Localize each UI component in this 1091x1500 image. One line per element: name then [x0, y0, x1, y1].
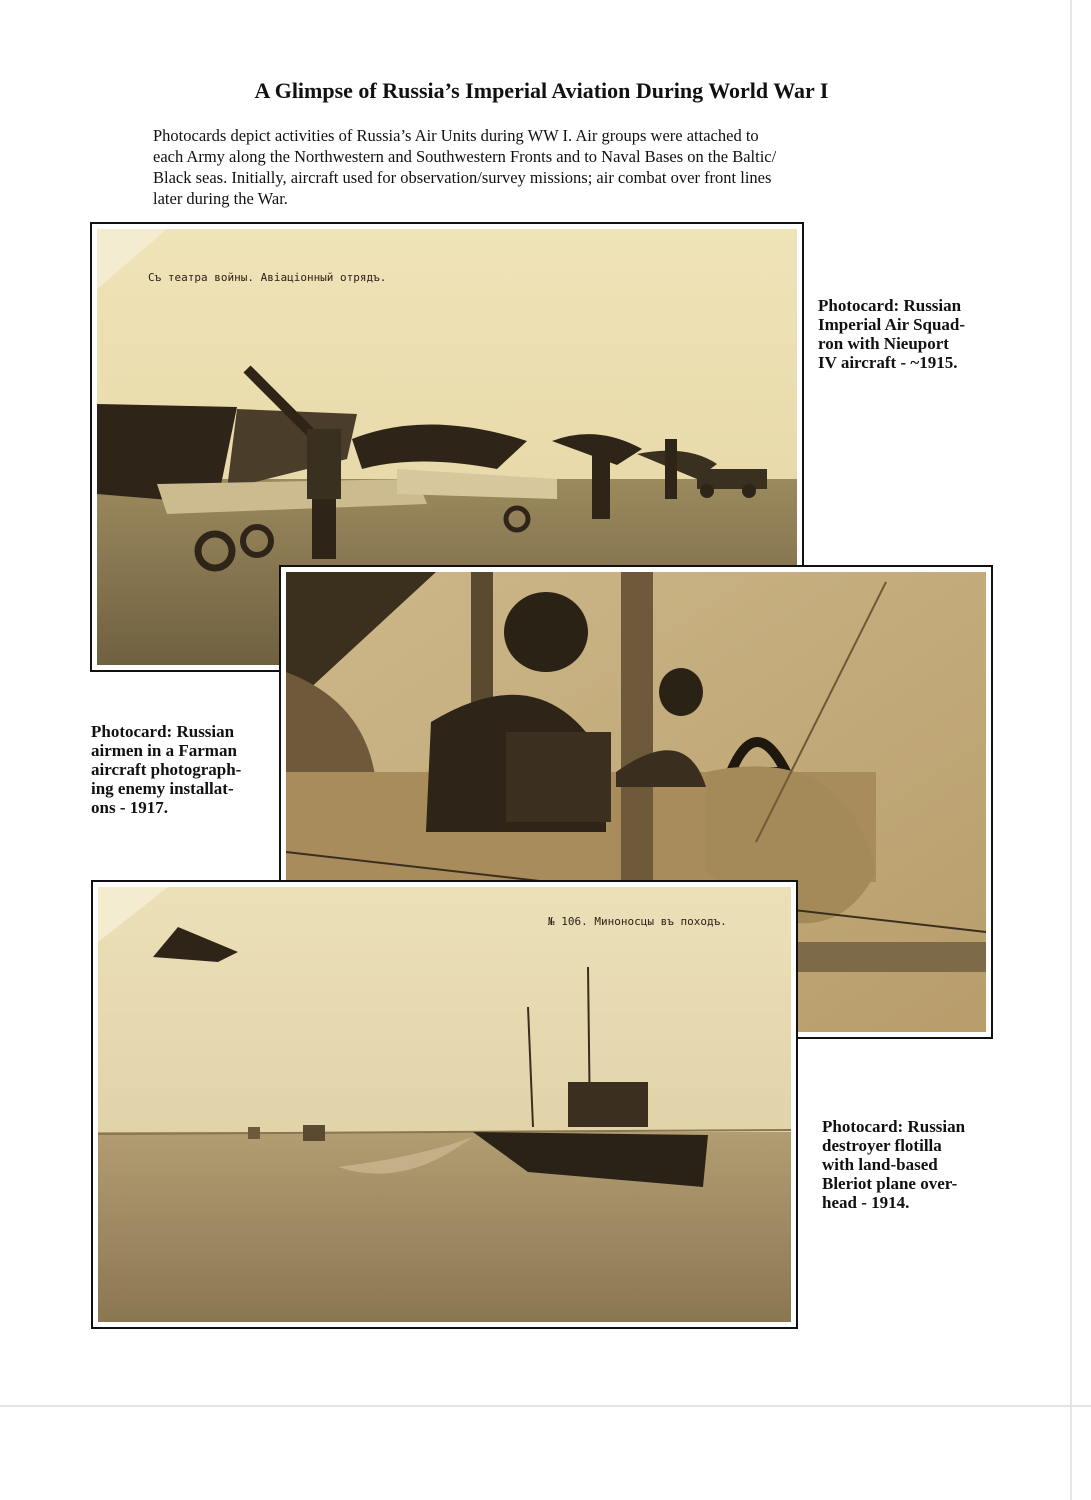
- photocard-printed-label: № 106. Миноносцы въ походъ.: [548, 915, 727, 928]
- photocard-destroyer: [91, 880, 798, 1329]
- page-edge: [1070, 0, 1072, 1500]
- caption-line: airmen in a Farman: [91, 741, 237, 760]
- caption-line: head - 1914.: [822, 1193, 910, 1212]
- caption-line: IV aircraft - ~1915.: [818, 353, 958, 372]
- caption-line: Bleriot plane over-: [822, 1174, 958, 1193]
- caption-destroyer: [822, 1117, 965, 1212]
- intro-line: later during the War.: [153, 189, 288, 208]
- caption-line: Photocard: Russian: [818, 296, 962, 315]
- caption-line: aircraft photograph-: [91, 760, 242, 779]
- caption-line: Photocard: Russian: [822, 1117, 966, 1136]
- caption-line: ons - 1917.: [91, 798, 168, 817]
- caption-line: ron with Nieuport: [818, 334, 949, 353]
- caption-line: Imperial Air Squad-: [818, 315, 966, 334]
- caption-line: with land-based: [822, 1155, 938, 1174]
- caption-line: Photocard: Russian: [91, 722, 235, 741]
- caption-line: ing enemy installat-: [91, 779, 234, 798]
- intro-line: Black seas. Initially, aircraft used for observation/survey missions; air combat over front lines: [153, 168, 772, 187]
- photo-destroyer-flotilla: [98, 887, 791, 1322]
- caption-line: destroyer flotilla: [822, 1136, 942, 1155]
- page-title: A Glimpse of Russia’s Imperial Aviation During World War I: [254, 78, 829, 103]
- caption-nieuport: [818, 296, 965, 372]
- intro-line: Photocards depict activities of Russia’s Air Units during WW I. Air groups were attached to: [153, 126, 759, 145]
- photocard-printed-label: Съ театра войны. Авіаціонный отрядъ.: [148, 271, 387, 284]
- intro-line: each Army along the Northwestern and Southwestern Fronts and to Naval Bases on the Baltic/: [153, 147, 777, 166]
- page-edge: [0, 1405, 1091, 1407]
- intro-paragraph: [153, 125, 943, 209]
- caption-farman: [91, 722, 241, 817]
